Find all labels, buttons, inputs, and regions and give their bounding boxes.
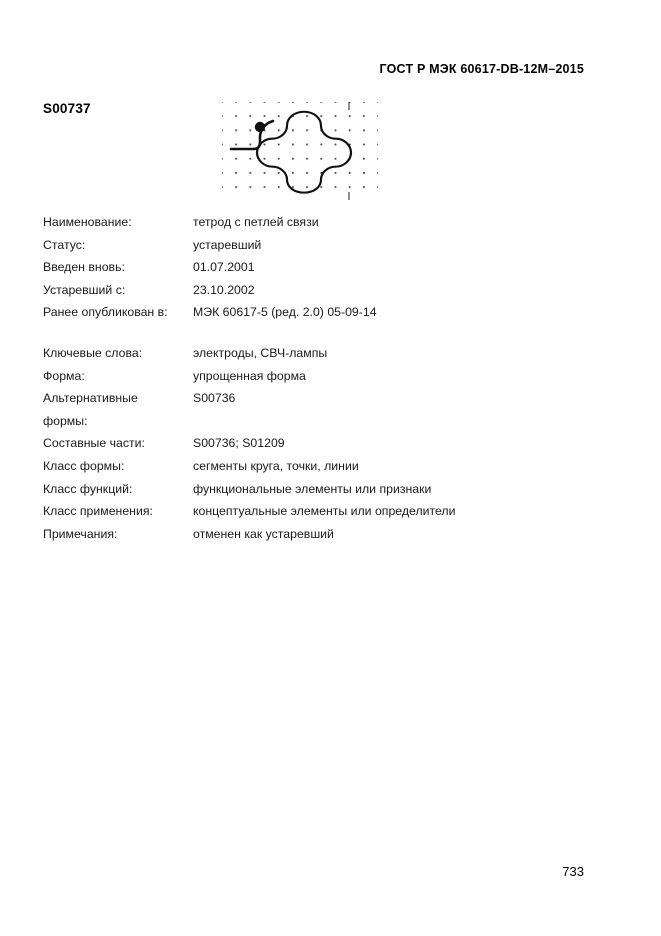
property-value: S00736; S01209 (193, 436, 285, 451)
property-label: Составные части: (43, 436, 145, 451)
table-row (43, 365, 603, 388)
page-number: 733 (562, 864, 584, 879)
table-row (43, 279, 603, 302)
property-value: концептуальные элементы или определители (193, 504, 456, 519)
property-label: Ключевые слова: (43, 345, 143, 360)
property-label: Класс применения: (43, 504, 153, 519)
property-value: функциональные элементы или признаки (193, 481, 432, 496)
grid-dot-background (222, 102, 378, 200)
property-label: Примечания: (43, 526, 118, 541)
tetrode-with-coupling-loop-symbol (221, 101, 379, 201)
table-row (43, 455, 603, 478)
document-header-standard-reference: ГОСТ Р МЭК 60617-DB-12М–2015 (379, 62, 584, 76)
property-value: S00736 (193, 391, 236, 406)
table-row (43, 256, 603, 279)
property-value: электроды, СВЧ-лампы (193, 345, 328, 360)
property-value: отменен как устаревший (193, 526, 334, 541)
table-group-separator (43, 324, 603, 342)
property-label: Введен вновь: (43, 260, 125, 275)
property-label: Альтернативные (43, 391, 138, 406)
table-row (43, 234, 603, 257)
property-label: Устаревший с: (43, 282, 126, 297)
table-row (43, 500, 603, 523)
table-row (43, 211, 603, 234)
property-label: Класс функций: (43, 481, 133, 496)
table-row (43, 478, 603, 501)
property-value: тетрод с петлей связи (193, 215, 319, 229)
table-row (43, 523, 603, 546)
table-row (43, 387, 603, 410)
table-row (43, 432, 603, 455)
property-value: устаревший (193, 237, 262, 252)
property-label: Статус: (43, 237, 86, 252)
property-value: 23.10.2002 (193, 282, 255, 297)
symbol-properties-table (43, 211, 603, 545)
property-label: Форма: (43, 368, 85, 383)
property-label: Класс формы: (43, 458, 125, 473)
property-value: сегменты круга, точки, линии (193, 458, 359, 473)
property-label: Наименование: (43, 215, 132, 229)
property-label-continuation: формы: (43, 413, 88, 428)
connection-dot (255, 122, 265, 132)
property-label: Ранее опубликован в: (43, 305, 168, 320)
table-row-continuation (43, 410, 603, 433)
property-value: упрощенная форма (193, 368, 306, 383)
property-value: 01.07.2001 (193, 260, 255, 275)
table-row (43, 342, 603, 365)
table-row (43, 301, 603, 324)
symbol-identifier: S00737 (43, 101, 91, 116)
property-value: МЭК 60617-5 (ред. 2.0) 05-09-14 (193, 305, 377, 320)
